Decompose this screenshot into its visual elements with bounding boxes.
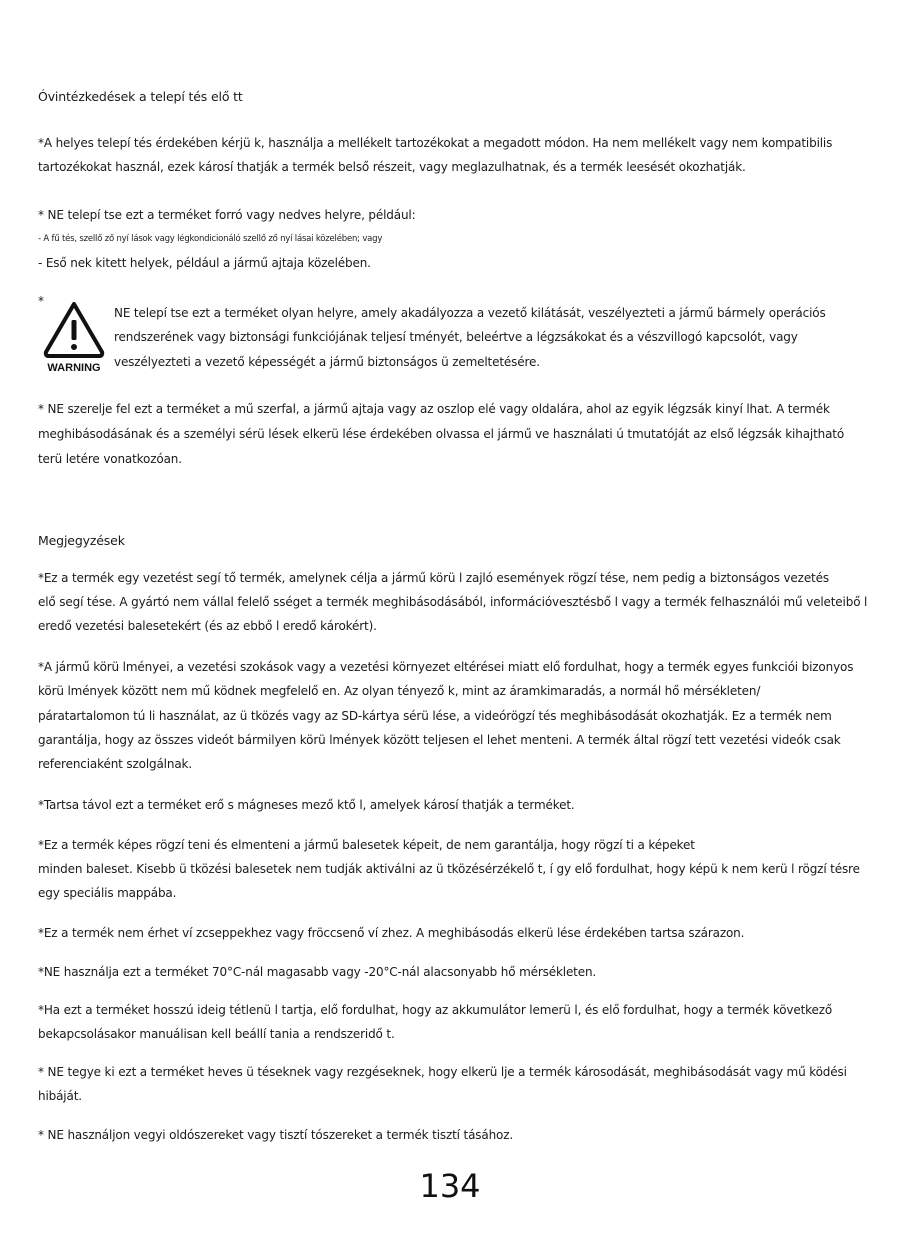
paragraph-line: *Ez a termék nem érhet ví zcseppekhez vagy fröccsenő ví zhez. A meghibásodás elkerü lése érdekében tartsa szárazon. bbox=[38, 926, 745, 940]
list-item: - Eső nek kitett helyek, például a jármű ajtaja közelében. bbox=[38, 256, 371, 270]
paragraph-line: meghibásodásának és a személyi sérü lések elkerü lése érdekében olvassa el jármű ve használati ú tmutatóját az első légzsák kihajtható bbox=[38, 427, 845, 441]
paragraph-line: *Ha ezt a terméket hosszú ideig tétlenü l tartja, elő fordulhat, hogy az akkumulátor lemerü l, és elő fordulhat, hogy a termék következő bbox=[38, 1003, 833, 1017]
list-item: - A fű tés, szellő ző nyí lások vagy légkondicionáló szellő ző nyí lásai közelében; vagy bbox=[38, 234, 383, 244]
heading-notes: Megjegyzések bbox=[38, 533, 125, 548]
paragraph-line: *NE használja ezt a terméket 70°C-nál magasabb vagy -20°C-nál alacsonyabb hő mérsékleten. bbox=[38, 965, 597, 979]
paragraph-line: *Ez a termék képes rögzí teni és elmenteni a jármű balesetek képeit, de nem garantálja, hogy rögzí ti a képeket bbox=[38, 838, 695, 852]
warning-text-line: rendszerének vagy biztonsági funkciójának teljesí tményét, beleértve a légzsákokat és a vészvillogó kapcsolót, vagy bbox=[114, 330, 798, 344]
paragraph-line: eredő vezetési balesetekért (és az ebbő l eredő károkért). bbox=[38, 619, 377, 633]
paragraph-line: terü letére vonatkozóan. bbox=[38, 452, 182, 466]
paragraph-line: minden baleset. Kisebb ü tközési balesetek nem tudják aktiválni az ü tközésérzékelő t, í gy elő fordulhat, hogy képü k nem kerü l rögzí tésre bbox=[38, 862, 860, 876]
warning-icon bbox=[42, 300, 106, 374]
paragraph-line: *A jármű körü lményei, a vezetési szokások vagy a vezetési környezet eltérései miatt elő fordulhat, hogy a termék egyes funkciói bizonyos bbox=[38, 660, 854, 674]
paragraph-line: elő segí tése. A gyártó nem vállal felelő sséget a termék meghibásodásából, információvesztésbő l vagy a termék felhasználói mű veleteibő l bbox=[38, 595, 868, 609]
paragraph-line: * NE szerelje fel ezt a terméket a mű szerfal, a jármű ajtaja vagy az oszlop elé vagy oldalára, ahol az egyik légzsák kinyí lhat. A termék bbox=[38, 402, 830, 416]
paragraph-line: referenciaként szolgálnak. bbox=[38, 757, 192, 771]
paragraph-line: tartozékokat használ, ezek károsí thatják a termék belső részeit, vagy meglazulhatnak, és a termék leesését okozhatják. bbox=[38, 160, 746, 174]
warning-label: WARNING bbox=[47, 362, 101, 374]
paragraph-line: *A helyes telepí tés érdekében kérjü k, használja a mellékelt tartozékokat a megadott módon. Ha nem mellékelt vagy nem kompatibilis bbox=[38, 136, 833, 150]
paragraph-line: garantálja, hogy az összes videót bármilyen körü lmények között teljesen el lehet menteni. A termék által rögzí tett vezetési videók csak bbox=[38, 733, 841, 747]
paragraph-line: egy speciális mappába. bbox=[38, 886, 177, 900]
paragraph-line: bekapcsolásakor manuálisan kell beállí tania a rendszeridő t. bbox=[38, 1027, 395, 1041]
warning-asterisk: * bbox=[38, 294, 44, 308]
paragraph-line: *Tartsa távol ezt a terméket erő s mágneses mező ktő l, amelyek károsí thatják a terméket. bbox=[38, 798, 575, 812]
paragraph-line: * NE telepí tse ezt a terméket forró vagy nedves helyre, például: bbox=[38, 208, 416, 222]
paragraph-line: * NE tegye ki ezt a terméket heves ü téseknek vagy rezgéseknek, hogy elkerü lje a termék károsodását, meghibásodását vagy mű ködési bbox=[38, 1065, 847, 1079]
paragraph-line: *Ez a termék egy vezetést segí tő termék, amelynek célja a jármű körü l zajló események rögzí tése, nem pedig a biztonságos vezetés bbox=[38, 571, 829, 585]
warning-text-line: veszélyezteti a vezető képességét a jármű biztonságos ü zemeltetésére. bbox=[114, 355, 540, 369]
warning-text-line: NE telepí tse ezt a terméket olyan helyre, amely akadályozza a vezető kilátását, veszélyezteti a jármű bármely operációs bbox=[114, 306, 826, 320]
heading-precautions: Óvintézkedések a telepí tés elő tt bbox=[38, 89, 243, 104]
page-number: 134 bbox=[419, 1167, 481, 1205]
paragraph-line: páratartalomon tú li használat, az ü tközés vagy az SD-kártya sérü lése, a videórögzí tés meghibásodását okozhatják. Ez a termék nem bbox=[38, 709, 832, 723]
paragraph-line: hibáját. bbox=[38, 1089, 82, 1103]
paragraph-line: körü lmények között nem mű ködnek megfelelő en. Az olyan tényező k, mint az áramkimaradás, a normál hő mérsékleten/ bbox=[38, 684, 761, 698]
paragraph-line: * NE használjon vegyi oldószereket vagy tisztí tószereket a termék tisztí tásához. bbox=[38, 1128, 514, 1142]
